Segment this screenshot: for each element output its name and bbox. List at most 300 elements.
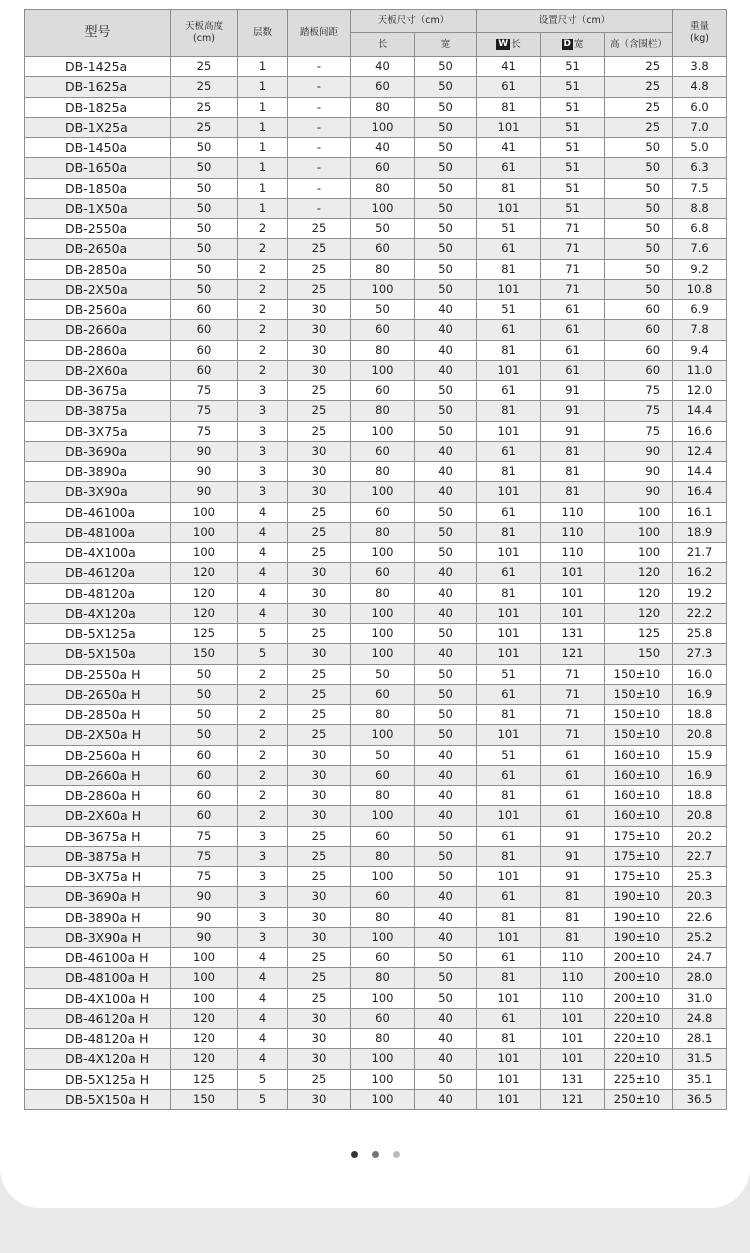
cell-model: DB-48120a H (25, 1029, 171, 1049)
header-table-height-label: 天板高度 (184, 21, 223, 32)
cell-setup-h: 60 (605, 320, 673, 340)
header-board-length: 长 (351, 33, 415, 57)
cell-board-length: 60 (351, 239, 415, 259)
page-dot-1[interactable] (351, 1151, 358, 1158)
cell-setup-h: 100 (605, 522, 673, 542)
cell-step-spacing: 30 (288, 320, 351, 340)
cell-tiers: 2 (238, 806, 288, 826)
table-row (25, 684, 727, 704)
cell-board-length: 100 (351, 360, 415, 380)
cell-board-length: 80 (351, 178, 415, 198)
cell-step-spacing: - (288, 97, 351, 117)
cell-setup-h: 190±10 (605, 887, 673, 907)
cell-tiers: 2 (238, 300, 288, 320)
cell-step-spacing: 30 (288, 806, 351, 826)
cell-setup-w: 81 (477, 259, 541, 279)
cell-setup-w: 51 (477, 664, 541, 684)
cell-tiers: 2 (238, 320, 288, 340)
cell-setup-d: 101 (541, 1049, 605, 1069)
cell-board-width: 50 (415, 684, 477, 704)
cell-setup-w: 51 (477, 745, 541, 765)
cell-setup-d: 91 (541, 381, 605, 401)
page-dot-3[interactable] (393, 1151, 400, 1158)
cell-tiers: 1 (238, 97, 288, 117)
cell-board-width: 40 (415, 583, 477, 603)
page-dot-2[interactable] (372, 1151, 379, 1158)
cell-setup-h: 175±10 (605, 867, 673, 887)
cell-setup-w: 81 (477, 846, 541, 866)
cell-setup-d: 61 (541, 745, 605, 765)
cell-board-length: 80 (351, 462, 415, 482)
cell-model: DB-4X120a H (25, 1049, 171, 1069)
table-row (25, 219, 727, 239)
cell-weight: 20.3 (673, 887, 727, 907)
header-setup-h: 高（含围栏） (605, 33, 673, 57)
cell-board-width: 40 (415, 927, 477, 947)
cell-weight: 25.2 (673, 927, 727, 947)
cell-table-height: 90 (171, 927, 238, 947)
cell-tiers: 2 (238, 340, 288, 360)
cell-weight: 25.8 (673, 624, 727, 644)
cell-tiers: 5 (238, 1069, 288, 1089)
cell-table-height: 120 (171, 603, 238, 623)
cell-board-width: 50 (415, 77, 477, 97)
cell-table-height: 60 (171, 340, 238, 360)
cell-weight: 14.4 (673, 462, 727, 482)
cell-table-height: 50 (171, 138, 238, 158)
cell-tiers: 3 (238, 826, 288, 846)
cell-setup-w: 101 (477, 927, 541, 947)
cell-step-spacing: 25 (288, 543, 351, 563)
cell-board-length: 100 (351, 482, 415, 502)
table-row (25, 907, 727, 927)
cell-board-length: 80 (351, 907, 415, 927)
cell-weight: 16.0 (673, 664, 727, 684)
table-row (25, 320, 727, 340)
cell-setup-h: 120 (605, 563, 673, 583)
cell-step-spacing: - (288, 178, 351, 198)
cell-weight: 6.9 (673, 300, 727, 320)
cell-setup-h: 175±10 (605, 846, 673, 866)
cell-board-width: 40 (415, 300, 477, 320)
cell-table-height: 60 (171, 745, 238, 765)
cell-model: DB-5X150a H (25, 1089, 171, 1109)
cell-board-length: 100 (351, 988, 415, 1008)
table-row (25, 1089, 727, 1109)
cell-tiers: 1 (238, 198, 288, 218)
cell-setup-h: 225±10 (605, 1069, 673, 1089)
cell-table-height: 150 (171, 1089, 238, 1109)
cell-tiers: 2 (238, 664, 288, 684)
cell-setup-d: 121 (541, 644, 605, 664)
cell-tiers: 1 (238, 138, 288, 158)
cell-setup-h: 60 (605, 360, 673, 380)
cell-board-width: 50 (415, 502, 477, 522)
cell-setup-w: 81 (477, 968, 541, 988)
cell-step-spacing: 25 (288, 826, 351, 846)
cell-tiers: 3 (238, 846, 288, 866)
cell-setup-h: 160±10 (605, 745, 673, 765)
cell-table-height: 25 (171, 77, 238, 97)
cell-board-length: 100 (351, 867, 415, 887)
cell-setup-h: 50 (605, 178, 673, 198)
cell-board-width: 40 (415, 462, 477, 482)
cell-step-spacing: 30 (288, 462, 351, 482)
cell-weight: 16.1 (673, 502, 727, 522)
cell-table-height: 50 (171, 684, 238, 704)
cell-model: DB-2X50a (25, 279, 171, 299)
cell-setup-d: 81 (541, 927, 605, 947)
cell-step-spacing: 30 (288, 1049, 351, 1069)
cell-model: DB-1625a (25, 77, 171, 97)
cell-setup-h: 150±10 (605, 705, 673, 725)
cell-table-height: 120 (171, 1008, 238, 1028)
cell-weight: 31.0 (673, 988, 727, 1008)
cell-weight: 7.6 (673, 239, 727, 259)
cell-model: DB-2550a (25, 219, 171, 239)
cell-tiers: 3 (238, 482, 288, 502)
cell-setup-d: 71 (541, 705, 605, 725)
cell-setup-w: 61 (477, 239, 541, 259)
header-tiers: 层数 (238, 10, 288, 57)
cell-board-width: 50 (415, 381, 477, 401)
cell-step-spacing: 30 (288, 644, 351, 664)
cell-setup-h: 90 (605, 482, 673, 502)
cell-model: DB-2660a (25, 320, 171, 340)
cell-setup-d: 61 (541, 300, 605, 320)
table-row (25, 948, 727, 968)
cell-model: DB-46100a H (25, 948, 171, 968)
cell-weight: 16.2 (673, 563, 727, 583)
cell-setup-d: 131 (541, 624, 605, 644)
cell-setup-w: 61 (477, 502, 541, 522)
cell-step-spacing: 25 (288, 867, 351, 887)
header-board-size: 天板尺寸（cm） (351, 10, 477, 33)
cell-model: DB-2660a H (25, 765, 171, 785)
cell-setup-d: 61 (541, 786, 605, 806)
cell-table-height: 60 (171, 360, 238, 380)
cell-board-width: 50 (415, 97, 477, 117)
cell-setup-h: 50 (605, 219, 673, 239)
cell-model: DB-46120a H (25, 1008, 171, 1028)
cell-board-width: 50 (415, 219, 477, 239)
cell-tiers: 2 (238, 239, 288, 259)
cell-board-length: 80 (351, 583, 415, 603)
cell-tiers: 3 (238, 907, 288, 927)
cell-setup-d: 51 (541, 57, 605, 77)
cell-setup-w: 81 (477, 1029, 541, 1049)
cell-setup-d: 101 (541, 1029, 605, 1049)
cell-setup-h: 160±10 (605, 806, 673, 826)
cell-model: DB-2X60a H (25, 806, 171, 826)
cell-tiers: 3 (238, 867, 288, 887)
cell-weight: 9.2 (673, 259, 727, 279)
cell-weight: 7.5 (673, 178, 727, 198)
cell-setup-w: 61 (477, 441, 541, 461)
cell-board-width: 50 (415, 1069, 477, 1089)
cell-setup-d: 61 (541, 765, 605, 785)
cell-board-width: 40 (415, 1029, 477, 1049)
cell-weight: 16.9 (673, 684, 727, 704)
cell-tiers: 2 (238, 765, 288, 785)
cell-setup-h: 150±10 (605, 684, 673, 704)
cell-board-length: 100 (351, 543, 415, 563)
cell-setup-h: 190±10 (605, 927, 673, 947)
cell-model: DB-3675a (25, 381, 171, 401)
cell-board-length: 60 (351, 826, 415, 846)
cell-weight: 18.8 (673, 705, 727, 725)
cell-board-width: 50 (415, 826, 477, 846)
cell-board-length: 100 (351, 927, 415, 947)
cell-board-length: 50 (351, 745, 415, 765)
cell-setup-w: 61 (477, 563, 541, 583)
cell-step-spacing: 30 (288, 1008, 351, 1028)
table-row (25, 988, 727, 1008)
cell-setup-d: 71 (541, 684, 605, 704)
cell-setup-w: 61 (477, 887, 541, 907)
cell-model: DB-46120a (25, 563, 171, 583)
cell-setup-w: 61 (477, 1008, 541, 1028)
table-row (25, 968, 727, 988)
cell-table-height: 100 (171, 502, 238, 522)
cell-board-length: 100 (351, 421, 415, 441)
cell-table-height: 125 (171, 624, 238, 644)
cell-setup-h: 60 (605, 340, 673, 360)
cell-setup-w: 81 (477, 583, 541, 603)
cell-step-spacing: - (288, 158, 351, 178)
cell-weight: 15.9 (673, 745, 727, 765)
cell-weight: 12.0 (673, 381, 727, 401)
cell-setup-d: 81 (541, 482, 605, 502)
cell-board-width: 50 (415, 198, 477, 218)
cell-setup-h: 25 (605, 57, 673, 77)
cell-step-spacing: - (288, 117, 351, 137)
cell-setup-h: 25 (605, 77, 673, 97)
cell-step-spacing: 30 (288, 887, 351, 907)
cell-setup-d: 91 (541, 401, 605, 421)
cell-tiers: 2 (238, 360, 288, 380)
cell-table-height: 120 (171, 583, 238, 603)
cell-weight: 3.8 (673, 57, 727, 77)
cell-setup-w: 61 (477, 158, 541, 178)
cell-setup-w: 101 (477, 806, 541, 826)
header-setup-w (477, 33, 541, 57)
cell-board-length: 100 (351, 603, 415, 623)
cell-setup-w: 61 (477, 765, 541, 785)
cell-table-height: 50 (171, 158, 238, 178)
cell-board-width: 40 (415, 887, 477, 907)
cell-weight: 7.0 (673, 117, 727, 137)
cell-board-width: 50 (415, 968, 477, 988)
table-row (25, 1008, 727, 1028)
cell-board-length: 60 (351, 381, 415, 401)
cell-model: DB-3890a (25, 462, 171, 482)
cell-model: DB-1X25a (25, 117, 171, 137)
cell-table-height: 120 (171, 563, 238, 583)
cell-tiers: 1 (238, 178, 288, 198)
cell-model: DB-4X100a (25, 543, 171, 563)
cell-table-height: 75 (171, 846, 238, 866)
cell-setup-w: 81 (477, 340, 541, 360)
cell-board-length: 60 (351, 158, 415, 178)
cell-setup-w: 101 (477, 725, 541, 745)
cell-table-height: 25 (171, 97, 238, 117)
cell-board-length: 80 (351, 259, 415, 279)
cell-weight: 36.5 (673, 1089, 727, 1109)
cell-board-length: 80 (351, 846, 415, 866)
cell-tiers: 4 (238, 603, 288, 623)
table-row (25, 138, 727, 158)
cell-setup-h: 250±10 (605, 1089, 673, 1109)
cell-board-length: 80 (351, 786, 415, 806)
cell-board-width: 40 (415, 320, 477, 340)
cell-tiers: 2 (238, 684, 288, 704)
cell-setup-w: 101 (477, 624, 541, 644)
table-row (25, 381, 727, 401)
cell-board-width: 40 (415, 441, 477, 461)
cell-table-height: 50 (171, 664, 238, 684)
header-weight-label: 重量 (690, 21, 710, 32)
cell-model: DB-5X150a (25, 644, 171, 664)
cell-setup-d: 110 (541, 988, 605, 1008)
cell-setup-d: 61 (541, 320, 605, 340)
cell-board-length: 100 (351, 1089, 415, 1109)
cell-tiers: 3 (238, 401, 288, 421)
cell-setup-d: 91 (541, 826, 605, 846)
cell-tiers: 5 (238, 624, 288, 644)
cell-tiers: 2 (238, 725, 288, 745)
cell-board-length: 100 (351, 198, 415, 218)
cell-setup-h: 100 (605, 502, 673, 522)
cell-tiers: 4 (238, 1008, 288, 1028)
cell-board-length: 40 (351, 57, 415, 77)
cell-board-length: 60 (351, 887, 415, 907)
cell-board-length: 100 (351, 1049, 415, 1069)
cell-board-length: 100 (351, 279, 415, 299)
cell-step-spacing: 25 (288, 684, 351, 704)
table-row (25, 522, 727, 542)
cell-board-width: 50 (415, 117, 477, 137)
cell-board-length: 60 (351, 502, 415, 522)
cell-setup-d: 101 (541, 603, 605, 623)
cell-model: DB-3X75a (25, 421, 171, 441)
cell-table-height: 50 (171, 239, 238, 259)
cell-weight: 28.0 (673, 968, 727, 988)
cell-board-length: 40 (351, 138, 415, 158)
cell-step-spacing: 30 (288, 1029, 351, 1049)
cell-setup-h: 75 (605, 381, 673, 401)
cell-setup-h: 150±10 (605, 664, 673, 684)
cell-tiers: 4 (238, 988, 288, 1008)
cell-setup-d: 91 (541, 421, 605, 441)
cell-weight: 20.8 (673, 806, 727, 826)
table-row (25, 867, 727, 887)
cell-step-spacing: 30 (288, 1089, 351, 1109)
cell-weight: 31.5 (673, 1049, 727, 1069)
table-row (25, 563, 727, 583)
cell-weight: 9.4 (673, 340, 727, 360)
cell-table-height: 90 (171, 482, 238, 502)
cell-model: DB-3875a H (25, 846, 171, 866)
cell-board-width: 50 (415, 664, 477, 684)
cell-model: DB-3890a H (25, 907, 171, 927)
cell-board-width: 40 (415, 745, 477, 765)
cell-setup-d: 81 (541, 441, 605, 461)
cell-setup-w: 61 (477, 684, 541, 704)
cell-table-height: 60 (171, 806, 238, 826)
cell-board-length: 80 (351, 401, 415, 421)
cell-tiers: 5 (238, 1089, 288, 1109)
table-row (25, 927, 727, 947)
cell-step-spacing: 30 (288, 441, 351, 461)
cell-setup-d: 51 (541, 158, 605, 178)
cell-board-width: 40 (415, 563, 477, 583)
cell-step-spacing: 25 (288, 624, 351, 644)
cell-weight: 7.8 (673, 320, 727, 340)
cell-setup-w: 81 (477, 178, 541, 198)
header-setup-w-label: 长 (511, 38, 521, 50)
cell-setup-h: 50 (605, 239, 673, 259)
cell-board-length: 60 (351, 563, 415, 583)
cell-board-width: 50 (415, 725, 477, 745)
cell-setup-h: 25 (605, 117, 673, 137)
cell-step-spacing: 25 (288, 968, 351, 988)
cell-setup-d: 81 (541, 462, 605, 482)
cell-board-length: 100 (351, 644, 415, 664)
cell-step-spacing: 25 (288, 846, 351, 866)
table-row (25, 806, 727, 826)
cell-setup-w: 101 (477, 198, 541, 218)
table-row (25, 360, 727, 380)
cell-step-spacing: 25 (288, 725, 351, 745)
cell-setup-w: 81 (477, 97, 541, 117)
table-header (25, 10, 727, 57)
cell-weight: 24.8 (673, 1008, 727, 1028)
cell-board-width: 50 (415, 867, 477, 887)
cell-step-spacing: 25 (288, 401, 351, 421)
cell-setup-w: 61 (477, 381, 541, 401)
cell-step-spacing: 30 (288, 786, 351, 806)
cell-tiers: 1 (238, 77, 288, 97)
cell-setup-w: 101 (477, 1089, 541, 1109)
cell-table-height: 100 (171, 543, 238, 563)
cell-setup-d: 51 (541, 178, 605, 198)
cell-table-height: 90 (171, 907, 238, 927)
table-row (25, 624, 727, 644)
header-table-height (171, 10, 238, 57)
table-row (25, 543, 727, 563)
cell-model: DB-4X120a (25, 603, 171, 623)
table-row (25, 462, 727, 482)
cell-setup-d: 51 (541, 77, 605, 97)
cell-step-spacing: 25 (288, 522, 351, 542)
cell-step-spacing: 25 (288, 219, 351, 239)
cell-model: DB-1650a (25, 158, 171, 178)
cell-table-height: 50 (171, 705, 238, 725)
cell-board-width: 40 (415, 360, 477, 380)
cell-weight: 16.9 (673, 765, 727, 785)
cell-setup-d: 71 (541, 279, 605, 299)
cell-setup-d: 131 (541, 1069, 605, 1089)
cell-table-height: 60 (171, 300, 238, 320)
cell-model: DB-3X75a H (25, 867, 171, 887)
cell-board-length: 50 (351, 300, 415, 320)
cell-setup-w: 101 (477, 543, 541, 563)
cell-board-length: 100 (351, 806, 415, 826)
cell-board-length: 60 (351, 441, 415, 461)
table-row (25, 887, 727, 907)
cell-weight: 27.3 (673, 644, 727, 664)
